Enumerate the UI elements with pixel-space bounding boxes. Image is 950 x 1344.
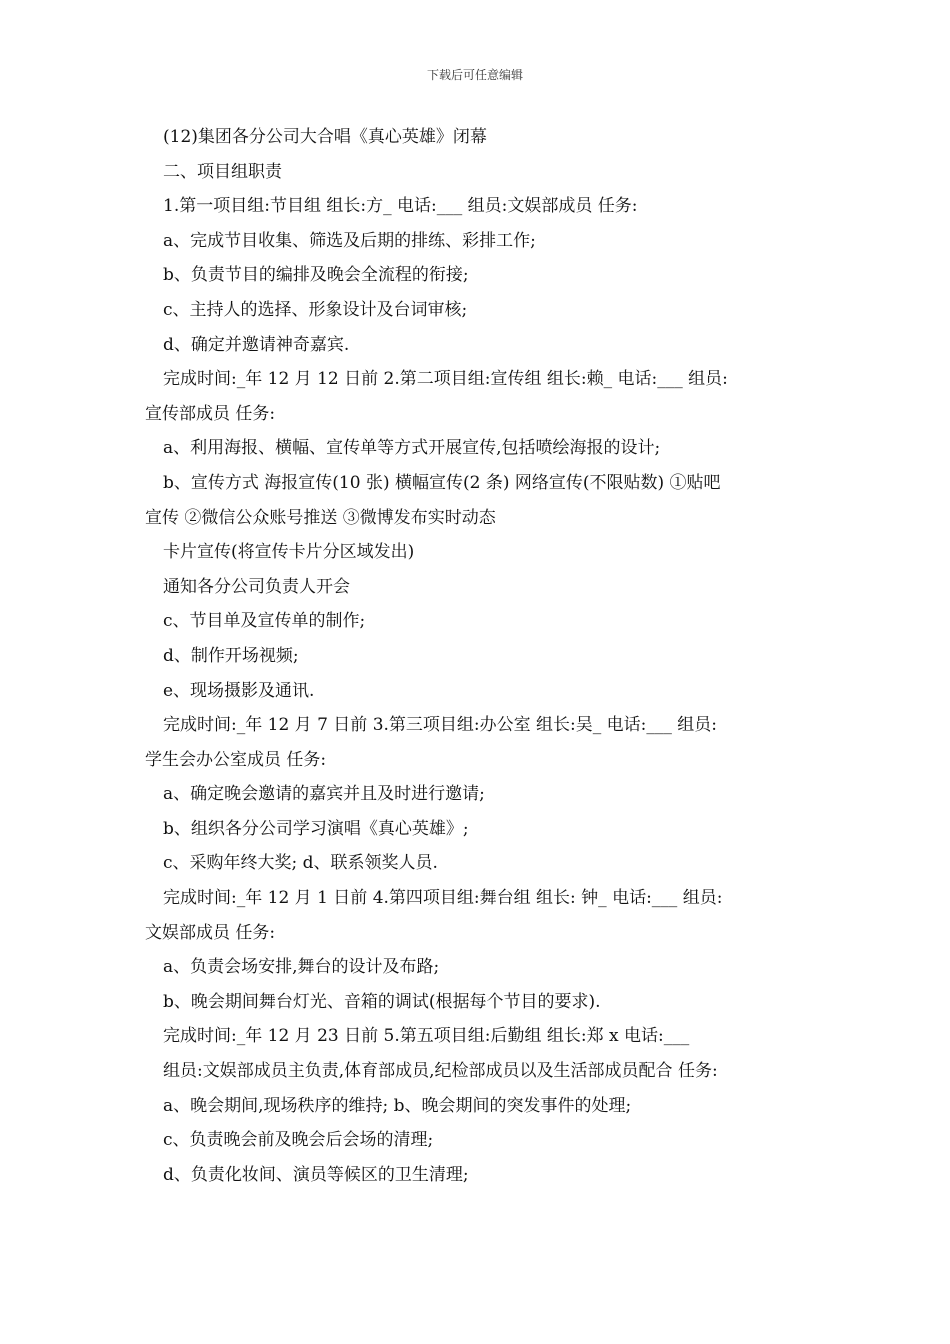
list-item: d、制作开场视频;	[163, 645, 299, 666]
list-item: b、负责节目的编排及晚会全流程的衔接;	[163, 265, 469, 286]
list-item: a、确定晚会邀请的嘉宾并且及时进行邀请;	[163, 784, 485, 805]
paragraph-line: 通知各分公司负责人开会	[163, 576, 350, 597]
list-item: c、节目单及宣传单的制作;	[163, 611, 366, 632]
paragraph-line: 学生会办公室成员 任务:	[145, 749, 327, 770]
document-body	[145, 120, 825, 1192]
list-item: a、晚会期间,现场秩序的维持; b、晚会期间的突发事件的处理;	[163, 1095, 632, 1116]
paragraph-line: 卡片宣传(将宣传卡片分区域发出)	[163, 542, 415, 563]
list-item: d、负责化妆间、演员等候区的卫生清理;	[163, 1164, 469, 1185]
paragraph-line: 完成时间:_年 12 月 12 日前 2.第二项目组:宣传组 组长:赖_ 电话:___ 组员:	[163, 369, 728, 390]
list-item: b、宣传方式 海报宣传(10 张) 横幅宣传(2 条) 网络宣传(不限贴数) ①贴吧	[163, 472, 721, 493]
paragraph-line: (12)集团各分公司大合唱《真心英雄》闭幕	[163, 127, 487, 147]
list-item: b、组织各分公司学习演唱《真心英雄》;	[163, 818, 469, 839]
paragraph-line: 组员:文娱部成员主负责,体育部成员,纪检部成员以及生活部成员配合 任务:	[163, 1061, 718, 1082]
list-item: b、晚会期间舞台灯光、音箱的调试(根据每个节目的要求).	[163, 991, 601, 1012]
paragraph-line: 完成时间:_年 12 月 7 日前 3.第三项目组:办公室 组长:吴_ 电话:___ 组员:	[163, 715, 718, 736]
paragraph-line: 宣传 ②微信公众账号推送 ③微博发布实时动态	[145, 507, 496, 528]
list-item: a、完成节目收集、筛选及后期的排练、彩排工作;	[163, 230, 536, 251]
list-item: d、确定并邀请神奇嘉宾.	[163, 334, 350, 355]
paragraph-line: 1.第一项目组:节目组 组长:方_ 电话:___ 组员:文娱部成员 任务:	[163, 196, 638, 217]
paragraph-line: 完成时间:_年 12 月 1 日前 4.第四项目组:舞台组 组长: 钟_ 电话:___ 组员:	[163, 888, 723, 909]
paragraph-line: 文娱部成员 任务:	[145, 922, 276, 943]
section-heading: 二、项目组职责	[163, 161, 282, 182]
list-item: c、采购年终大奖; d、联系领奖人员.	[163, 853, 438, 874]
list-item: c、主持人的选择、形象设计及台词审核;	[163, 299, 468, 320]
paragraph-line: 完成时间:_年 12 月 23 日前 5.第五项目组:后勤组 组长:郑 x 电话:___	[163, 1026, 690, 1047]
list-item: a、利用海报、横幅、宣传单等方式开展宣传,包括喷绘海报的设计;	[163, 438, 661, 459]
list-item: a、负责会场安排,舞台的设计及布路;	[163, 957, 440, 978]
list-item: e、现场摄影及通讯.	[163, 680, 315, 701]
paragraph-line: 宣传部成员 任务:	[145, 403, 276, 424]
page-header: 下载后可任意编辑	[426, 68, 523, 82]
list-item: c、负责晚会前及晚会后会场的清理;	[163, 1130, 434, 1151]
